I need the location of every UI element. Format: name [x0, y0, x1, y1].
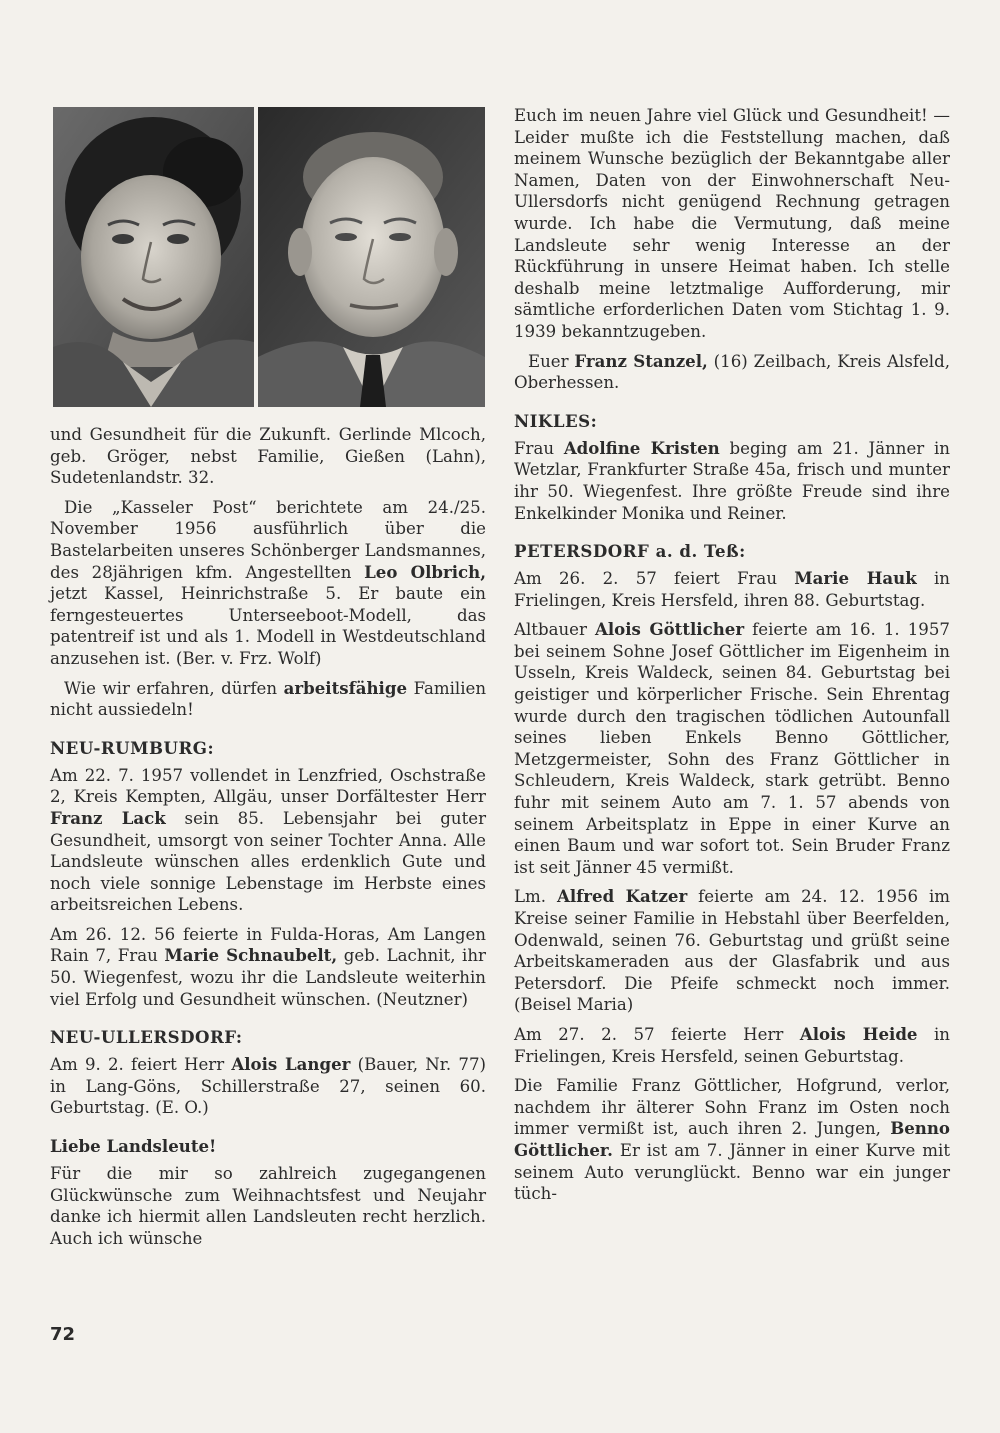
person-name: Benno Göttlicher.: [514, 1118, 950, 1160]
text: in Frielingen, Kreis Hersfeld, ihren 88. Geburtstag.: [514, 569, 950, 610]
paragraph-adolfine-kristen: [514, 438, 950, 524]
portrait-photos: [53, 107, 485, 407]
text: Die „Kasseler Post“ berichtete am 24./25. November 1956 ausführlich über die Bastelarbeiten unseres Schönberger Landsmannes, des 28jährigen kfm. Angestellten: [50, 497, 486, 582]
text: Am 22. 7. 1957 vollendet in Lenzfried, Oschstraße 2, Kreis Kempten, Allgäu, unser Dorfältester Herr: [50, 765, 486, 807]
text: jetzt Kassel, Heinrichstraße 5. Er baute ein ferngesteuertes Unterseeboot-Modell, das patentreif ist und als 1. Modell in Westdeutschland anzusehen ist. (Ber. v. Frz. Wolf): [50, 584, 486, 668]
section-heading-petersdorf: PETERSDORF a. d. Teß:: [514, 541, 746, 562]
person-name: Franz Lack: [50, 807, 166, 828]
text: Am 9. 2. feiert Herr: [50, 1055, 232, 1075]
person-name: Alfred Katzer: [556, 886, 688, 907]
emphasis: arbeitsfähige: [283, 677, 408, 698]
text: Am 26. 2. 57 feiert Frau: [514, 569, 795, 589]
text: Lm.: [514, 887, 557, 907]
person-name: Alois Langer: [231, 1054, 351, 1075]
person-name: Marie Schnaubelt,: [164, 945, 338, 966]
text: Die Familie Franz Göttlicher, Hofgrund, verlor, nachdem ihr älterer Sohn Franz im Osten noch immer vermißt ist, auch ihren 2. Jungen,: [514, 1076, 950, 1139]
person-name: Alois Göttlicher: [594, 619, 745, 640]
paragraph-kasseler-post: [50, 497, 486, 670]
text: (Bauer, Nr. 77) in Lang-Göns, Schillerstraße 27, seinen 60. Geburtstag. (E. O.): [50, 1055, 486, 1118]
photo-man-portrait: [258, 107, 485, 407]
woman-portrait-image: [53, 107, 254, 407]
person-name: Alois Heide: [799, 1023, 918, 1044]
paragraph-alois-goettlicher: [514, 619, 950, 878]
text: Frau: [514, 438, 564, 458]
text: Altbauer: [514, 620, 595, 640]
person-name: Leo Olbrich,: [364, 561, 486, 582]
text: Wie wir erfahren, dürfen: [64, 678, 284, 698]
section-heading-nikles: NIKLES:: [514, 410, 598, 431]
text: Euer: [528, 351, 575, 371]
text: Er ist am 7. Jänner in einer Kurve mit seinem Auto verunglückt. Benno war ein junger tüch-: [514, 1140, 950, 1204]
section-heading-neu-ullersdorf: NEU-ULLERSDORF:: [50, 1027, 243, 1048]
text: sein 85. Lebensjahr bei guter Gesundheit, umsorgt von seiner Tochter Anna. Alle Landsleute wünschen alles erdenklich Gute und noch viele sonnige Lebenstage im Herbste eines arbeitsreichen Lebens.: [50, 808, 486, 915]
person-name: Adolfine Kristen: [563, 437, 720, 458]
photo-woman-portrait: [53, 107, 254, 407]
text: in Frielingen, Kreis Hersfeld, seinen Geburtstag.: [514, 1024, 950, 1066]
person-name: Franz Stanzel,: [574, 350, 708, 371]
person-name: Marie Hauk: [794, 568, 917, 589]
text: geb. Lachnit, ihr 50. Wiegenfest, wozu ihr die Landsleute weiterhin viel Erfolg und Gesundheit wünschen. (Neutzner): [50, 946, 486, 1009]
text: Am 27. 2. 57 feierte Herr: [514, 1024, 800, 1044]
paragraph-franz-lack: [50, 765, 486, 916]
signature-franz-stanzel: [514, 351, 950, 394]
text: feierte am 24. 12. 1956 im Kreise seiner Familie in Hebstahl über Beerfelden, Odenwald, seinen 76. Geburtstag und grüßt seine Arbeitskameraden aus der Glasfabrik und aus Petersdorf. Die Pfeife schmeckt noch immer. (Beisel Maria): [514, 887, 950, 1015]
text: beging am 21. Jänner in Wetzlar, Frankfurter Straße 45a, frisch und munter ihr 50. Wiegenfest. Ihre größte Freude sind ihre Enkelkinder Monika und Reiner.: [514, 438, 950, 523]
paragraph-alois-heide: [514, 1024, 950, 1067]
text: Familien nicht aussiedeln!: [50, 678, 487, 720]
paragraph-thanks: Für die mir so zahlreich zugegangenen Glückwünsche zum Weihnachtsfest und Neujahr danke ich hiermit allen Landsleuten recht herzlich. Auch ich wünsche: [50, 1164, 486, 1248]
paragraph-marie-hauk: [514, 568, 950, 611]
paragraph-alois-langer: [50, 1054, 486, 1119]
man-portrait-image: [258, 107, 485, 407]
page-number: 72: [50, 1324, 76, 1345]
paragraph-gerlinde: und Gesundheit für die Zukunft. Gerlinde Mlcoch, geb. Gröger, nebst Familie, Gießen (Lahn), Sudetenlandstr. 32.: [50, 425, 486, 488]
paragraph-marie-schnaubelt: [50, 924, 486, 1010]
paragraph-greeting-continued: Euch im neuen Jahre viel Glück und Gesundheit! — Leider mußte ich die Feststellung machen, daß meinem Wunsche bezüglich der Bekanntgabe aller Namen, Daten von der Einwohnerschaft Neu-Ullersdorfs nicht genügend Rechnung getragen wurde. Ich habe die Vermutung, daß meine Landsleute sehr wenig Interesse an der Rückführung in unsere Heimat haben. Ich stelle deshalb meine letztmalige Aufforderung, mir sämtliche erforderlichen Daten vom Stichtag 1. 9. 1939 bekanntzugeben.: [514, 106, 950, 341]
paragraph-families: [50, 678, 486, 721]
section-heading-liebe-landsleute: Liebe Landsleute!: [50, 1136, 217, 1157]
section-heading-neu-rumburg: NEU-RUMBURG:: [50, 737, 215, 758]
paragraph-benno-goettlicher: [514, 1075, 950, 1205]
text: feierte am 16. 1. 1957 bei seinem Sohne Josef Göttlicher im Eigenheim in Usseln, Kreis Waldeck, seinen 84. Geburtstag bei geistiger und körperlicher Frische. Sein Ehrentag wurde durch den tragischen tödlichen Autounfall seines lieben Enkels Benno Göttlicher, Metzgermeister, Sohn des Franz Göttlicher in Schleudern, Kreis Waldeck, stark getrübt. Benno fuhr mit seinem Auto am 7. 1. 57 abends von seinem Arbeitsplatz in Eppe in einer Kurve an einen Baum und war sofort tot. Sein Bruder Franz ist seit Jänner 45 vermißt.: [514, 620, 950, 877]
text: Am 26. 12. 56 feierte in Fulda-Horas, Am Langen Rain 7, Frau: [50, 924, 486, 966]
paragraph-alfred-katzer: [514, 886, 950, 1016]
text: (16) Zeilbach, Kreis Alsfeld, Oberhessen.: [514, 351, 951, 393]
